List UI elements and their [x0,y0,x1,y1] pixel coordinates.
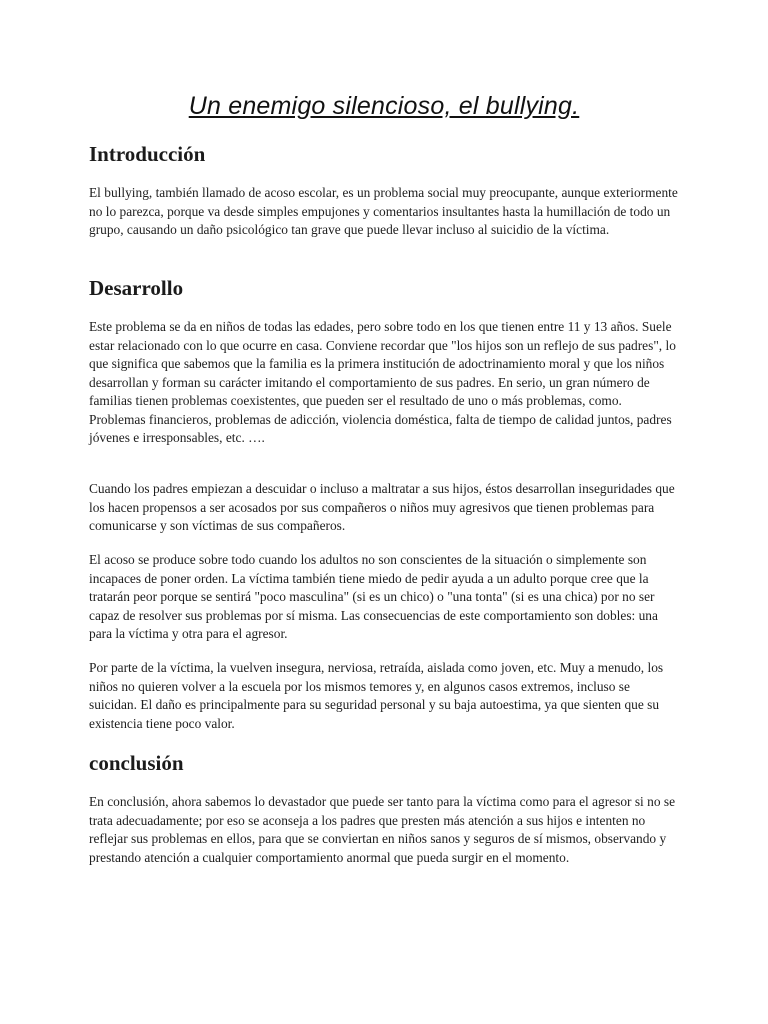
section-heading-conclusion: conclusión [89,751,184,775]
paragraph-desarrollo-1: Este problema se da en niños de todas las edades, pero sobre todo en los que tienen entre 11 y 13 años. Suele estar relacionado con lo que ocurre en casa. Conviene recordar que "los hijos son un reflejo de sus padres", lo que significa que sabemos que la familia es la primera institución de adoctrinamiento moral y que los niños desarrollan y forman su carácter imitando el comportamiento de sus padres. En serio, un gran número de familias tienen problemas coexistentes, que pueden ser el resultado de uno o más problemas, como. Problemas financieros, problemas de adicción, violencia doméstica, falta de tiempo de calidad juntos, padres jóvenes e irresponsables, etc. …. [89,319,676,445]
section-heading-desarrollo: Desarrollo [89,276,184,300]
section-heading-introduccion: Introducción [89,142,206,166]
paragraph-conclusion: En conclusión, ahora sabemos lo devastador que puede ser tanto para la víctima como para el agresor si no se trata adecuadamente; por eso se aconseja a los padres que presten más atención a sus hijos e intenten no reflejar sus problemas en ellos, para que se conviertan en niños sanos y seguros de sí mismos, observando y prestando atención a cualquier comportamiento anormal que pueda surgir en el momento. [89,794,676,865]
paragraph-desarrollo-3: El acoso se produce sobre todo cuando los adultos no son conscientes de la situación o simplemente son incapaces de poner orden. La víctima también tiene miedo de pedir ayuda a un adulto porque cree que la tratarán peor porque se sentirá "poco masculina" (si es un chico) o "una tonta" (si es una chica) por no ser capaz de resolver sus problemas por sí misma. Las consecuencias de este comportamiento son dobles: una para la víctima y otra para el agresor. [89,552,658,641]
paragraph-desarrollo-2: Cuando los padres empiezan a descuidar o incluso a maltratar a sus hijos, éstos desarrollan inseguridades que los hacen propensos a ser acosados por sus compañeros o niños muy agresivos que tienen problemas para comunicarse y son víctimas de sus compañeros. [89,481,675,533]
paragraph-desarrollo-4: Por parte de la víctima, la vuelven insegura, nerviosa, retraída, aislada como joven, etc. Muy a menudo, los niños no quieren volver a la escuela por los mismos temores y, en algunos casos extremos, incluso se suicidan. El daño es principalmente para su seguridad personal y su baja autoestima, ya que sienten que su existencia tiene poco valor. [89,660,664,731]
document-title: Un enemigo silencioso, el bullying. [188,92,580,120]
paragraph-introduccion: El bullying, también llamado de acoso escolar, es un problema social muy preocupante, aunque exteriormente no lo parezca, porque va desde simples empujones y comentarios insultantes hasta la humillación de todo un grupo, causando un daño psicológico tan grave que puede llevar incluso al suicidio de la víctima. [89,185,678,237]
